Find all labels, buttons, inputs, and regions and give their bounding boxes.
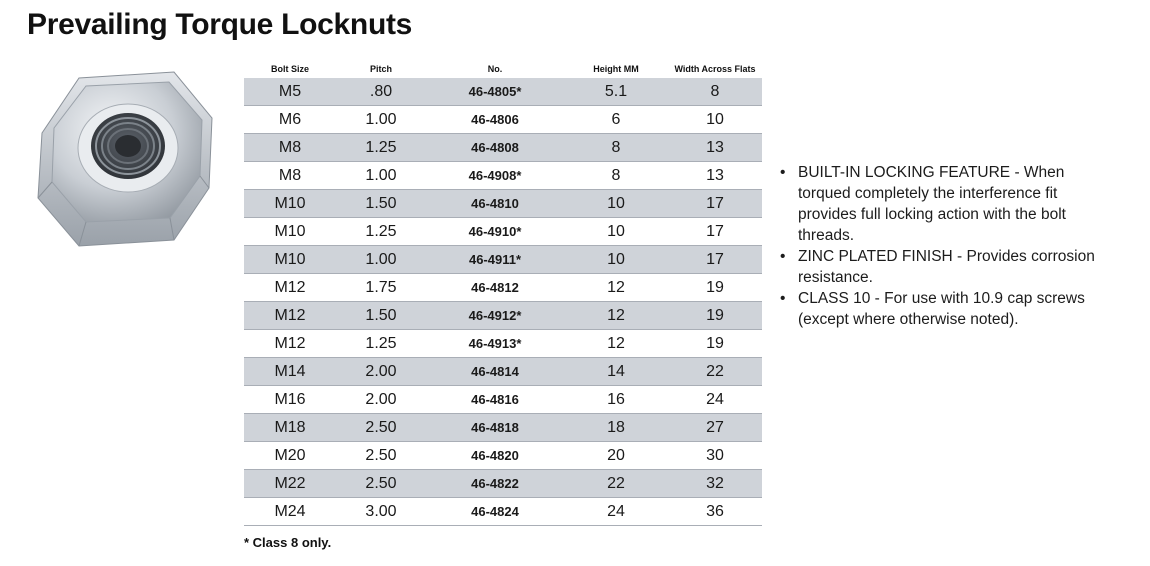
cell-part-number: 46-4808 bbox=[426, 134, 564, 162]
bullet-icon: • bbox=[780, 290, 786, 307]
cell-bolt-size: M12 bbox=[244, 274, 336, 302]
cell-height-mm: 18 bbox=[564, 414, 668, 442]
cell-height-mm: 16 bbox=[564, 386, 668, 414]
cell-part-number: 46-4911* bbox=[426, 246, 564, 274]
cell-height-mm: 10 bbox=[564, 218, 668, 246]
cell-pitch: 2.00 bbox=[336, 386, 426, 414]
cell-width-across-flats: 30 bbox=[668, 442, 762, 470]
cell-bolt-size: M14 bbox=[244, 358, 336, 386]
cell-part-number: 46-4908* bbox=[426, 162, 564, 190]
table-row bbox=[244, 78, 762, 106]
table-footnote: * Class 8 only. bbox=[244, 535, 332, 550]
cell-height-mm: 12 bbox=[564, 302, 668, 330]
cell-bolt-size: M8 bbox=[244, 162, 336, 190]
feature-text: CLASS 10 - For use with 10.9 cap screws (except where otherwise noted). bbox=[798, 290, 1085, 328]
cell-height-mm: 20 bbox=[564, 442, 668, 470]
cell-width-across-flats: 22 bbox=[668, 358, 762, 386]
table-body bbox=[244, 78, 762, 526]
cell-width-across-flats: 17 bbox=[668, 218, 762, 246]
bullet-icon: • bbox=[780, 248, 786, 265]
page-title: Prevailing Torque Locknuts bbox=[27, 8, 413, 41]
table-row bbox=[244, 330, 762, 358]
locknut-spec-table bbox=[244, 60, 762, 526]
cell-pitch: 2.50 bbox=[336, 414, 426, 442]
cell-part-number: 46-4814 bbox=[426, 358, 564, 386]
cell-part-number: 46-4822 bbox=[426, 470, 564, 498]
cell-part-number: 46-4913* bbox=[426, 330, 564, 358]
table-row bbox=[244, 162, 762, 190]
cell-pitch: 2.50 bbox=[336, 442, 426, 470]
feature-text: BUILT-IN LOCKING FEATURE - When torqued completely the interference fit provides full locking action with the bolt threads. bbox=[798, 164, 1066, 244]
cell-width-across-flats: 10 bbox=[668, 106, 762, 134]
table-row bbox=[244, 302, 762, 330]
cell-pitch: 1.75 bbox=[336, 274, 426, 302]
cell-width-across-flats: 27 bbox=[668, 414, 762, 442]
table-row bbox=[244, 358, 762, 386]
cell-width-across-flats: 24 bbox=[668, 386, 762, 414]
header-part-number: No. bbox=[487, 64, 503, 74]
cell-bolt-size: M5 bbox=[244, 78, 336, 106]
cell-pitch: 3.00 bbox=[336, 498, 426, 526]
cell-height-mm: 22 bbox=[564, 470, 668, 498]
cell-pitch: 2.50 bbox=[336, 470, 426, 498]
cell-bolt-size: M12 bbox=[244, 330, 336, 358]
cell-pitch: 1.50 bbox=[336, 302, 426, 330]
cell-part-number: 46-4912* bbox=[426, 302, 564, 330]
header-height-mm: Height MM bbox=[593, 64, 639, 74]
bullet-icon: • bbox=[780, 164, 786, 181]
table-row bbox=[244, 246, 762, 274]
cell-part-number: 46-4824 bbox=[426, 498, 564, 526]
table-row bbox=[244, 274, 762, 302]
table-row bbox=[244, 442, 762, 470]
cell-height-mm: 24 bbox=[564, 498, 668, 526]
feature-item bbox=[780, 288, 1120, 330]
cell-part-number: 46-4810 bbox=[426, 190, 564, 218]
cell-width-across-flats: 19 bbox=[668, 274, 762, 302]
cell-height-mm: 12 bbox=[564, 330, 668, 358]
table-row bbox=[244, 190, 762, 218]
hex-locknut-icon bbox=[24, 58, 224, 253]
cell-part-number: 46-4910* bbox=[426, 218, 564, 246]
header-pitch: Pitch bbox=[369, 64, 392, 74]
cell-part-number: 46-4820 bbox=[426, 442, 564, 470]
feature-text: ZINC PLATED FINISH - Provides corrosion resistance. bbox=[798, 248, 1095, 286]
feature-item bbox=[780, 162, 1120, 246]
cell-part-number: 46-4816 bbox=[426, 386, 564, 414]
cell-pitch: 1.00 bbox=[336, 162, 426, 190]
feature-item bbox=[780, 246, 1120, 288]
table-row bbox=[244, 134, 762, 162]
table-row bbox=[244, 414, 762, 442]
table-row bbox=[244, 106, 762, 134]
table-row bbox=[244, 470, 762, 498]
cell-width-across-flats: 13 bbox=[668, 162, 762, 190]
cell-pitch: 1.25 bbox=[336, 218, 426, 246]
feature-list bbox=[780, 162, 1120, 330]
cell-width-across-flats: 17 bbox=[668, 246, 762, 274]
cell-bolt-size: M24 bbox=[244, 498, 336, 526]
cell-height-mm: 5.1 bbox=[564, 78, 668, 106]
table-header-row bbox=[244, 60, 762, 78]
cell-pitch: 2.00 bbox=[336, 358, 426, 386]
cell-height-mm: 6 bbox=[564, 106, 668, 134]
table-row bbox=[244, 498, 762, 526]
cell-width-across-flats: 19 bbox=[668, 302, 762, 330]
cell-part-number: 46-4812 bbox=[426, 274, 564, 302]
cell-bolt-size: M20 bbox=[244, 442, 336, 470]
cell-pitch: 1.00 bbox=[336, 246, 426, 274]
cell-part-number: 46-4805* bbox=[426, 78, 564, 106]
cell-bolt-size: M10 bbox=[244, 246, 336, 274]
cell-pitch: 1.25 bbox=[336, 134, 426, 162]
cell-width-across-flats: 36 bbox=[668, 498, 762, 526]
cell-pitch: 1.00 bbox=[336, 106, 426, 134]
cell-height-mm: 10 bbox=[564, 190, 668, 218]
table-row bbox=[244, 386, 762, 414]
cell-pitch: 1.25 bbox=[336, 330, 426, 358]
cell-width-across-flats: 32 bbox=[668, 470, 762, 498]
header-width-across-flats: Width Across Flats bbox=[674, 64, 756, 74]
cell-part-number: 46-4818 bbox=[426, 414, 564, 442]
cell-bolt-size: M12 bbox=[244, 302, 336, 330]
header-bolt-size: Bolt Size bbox=[270, 64, 309, 74]
cell-pitch: .80 bbox=[336, 78, 426, 106]
cell-width-across-flats: 17 bbox=[668, 190, 762, 218]
cell-bolt-size: M22 bbox=[244, 470, 336, 498]
cell-bolt-size: M18 bbox=[244, 414, 336, 442]
cell-height-mm: 12 bbox=[564, 274, 668, 302]
cell-bolt-size: M6 bbox=[244, 106, 336, 134]
cell-width-across-flats: 19 bbox=[668, 330, 762, 358]
table-row bbox=[244, 218, 762, 246]
cell-height-mm: 10 bbox=[564, 246, 668, 274]
cell-height-mm: 8 bbox=[564, 162, 668, 190]
cell-height-mm: 8 bbox=[564, 134, 668, 162]
cell-bolt-size: M10 bbox=[244, 218, 336, 246]
cell-width-across-flats: 8 bbox=[668, 78, 762, 106]
cell-width-across-flats: 13 bbox=[668, 134, 762, 162]
cell-bolt-size: M16 bbox=[244, 386, 336, 414]
cell-part-number: 46-4806 bbox=[426, 106, 564, 134]
cell-pitch: 1.50 bbox=[336, 190, 426, 218]
cell-bolt-size: M10 bbox=[244, 190, 336, 218]
cell-height-mm: 14 bbox=[564, 358, 668, 386]
cell-bolt-size: M8 bbox=[244, 134, 336, 162]
